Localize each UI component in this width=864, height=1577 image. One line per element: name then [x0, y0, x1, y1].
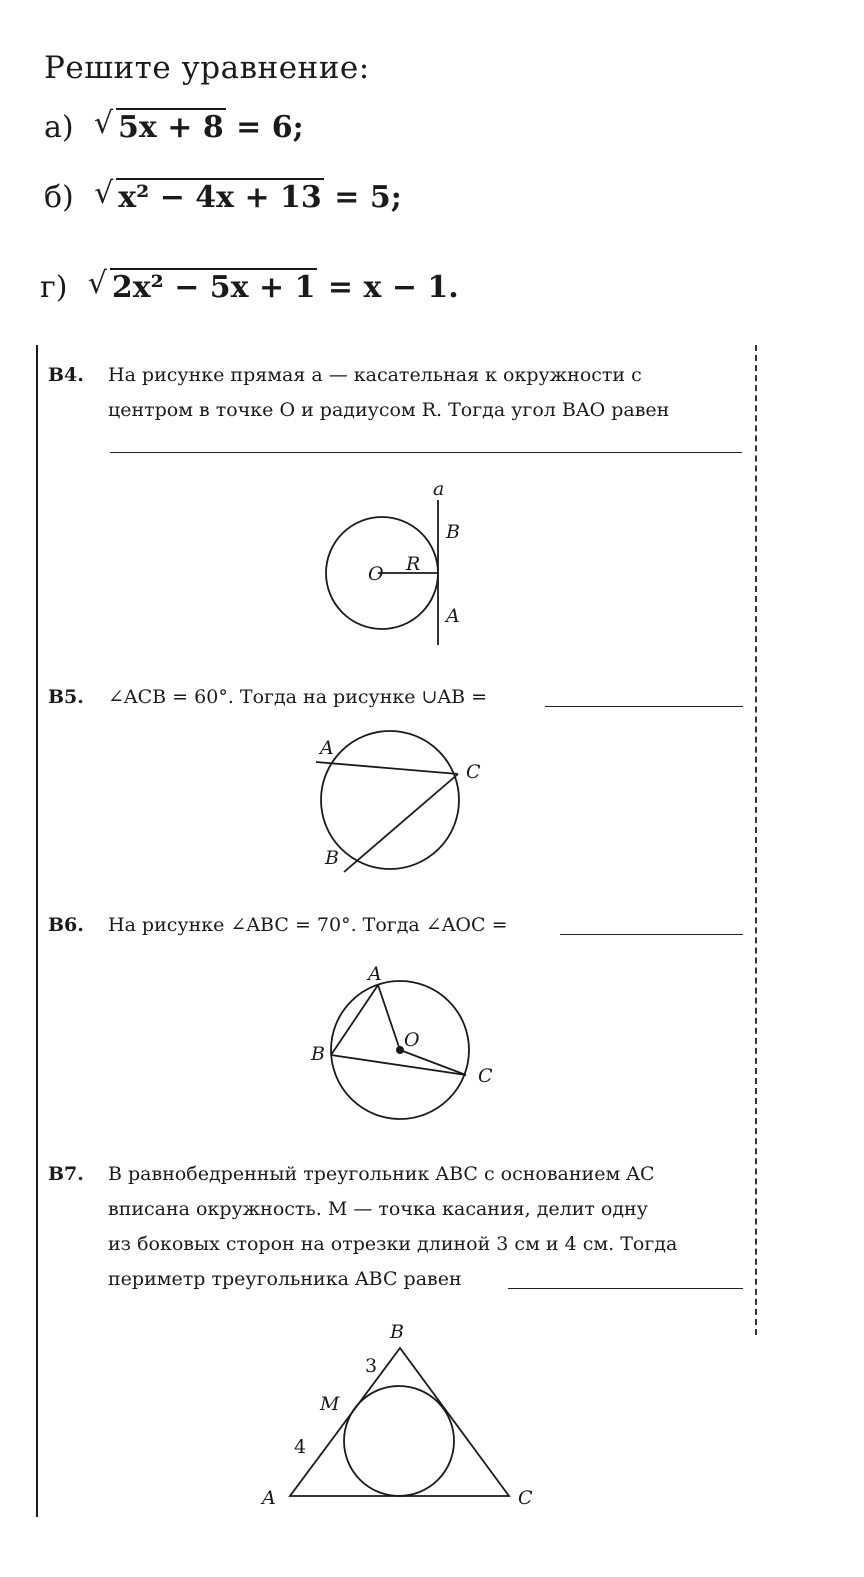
right-cut-line [755, 345, 757, 1335]
question-b5-text: ∠ACB = 60°. Тогда на рисунке ∪AB = [108, 686, 488, 708]
center-point [396, 1046, 404, 1054]
label-M: M [320, 1393, 340, 1415]
equation-rhs: = 5; [334, 180, 402, 215]
label-C: C [518, 1487, 533, 1509]
equation-label: б) [44, 180, 74, 215]
label-B: B [325, 847, 339, 869]
equation-rhs: = x − 1. [327, 270, 459, 305]
segment-AO [378, 985, 400, 1050]
question-b7-line2: вписана окружность. M — точка касания, делит одну [108, 1198, 648, 1220]
label-R: R [406, 553, 421, 575]
sqrt-icon: √ [87, 266, 107, 301]
label-3: 3 [365, 1355, 378, 1377]
figure-b5 [300, 720, 500, 880]
equation-label: г) [40, 270, 68, 305]
label-A: A [262, 1487, 276, 1509]
figure-b7 [250, 1310, 550, 1510]
label-A: A [320, 737, 334, 759]
label-4: 4 [294, 1436, 307, 1458]
question-b6-number: B6. [48, 914, 84, 936]
question-b4-line1: На рисунке прямая a — касательная к окружности с [108, 364, 642, 386]
label-O: O [404, 1029, 420, 1051]
question-b7-line3: из боковых сторон на отрезки длиной 3 см и 4 см. Тогда [108, 1233, 678, 1255]
answer-line-b7 [508, 1288, 743, 1289]
label-A: A [368, 963, 382, 985]
label-C: C [478, 1065, 493, 1087]
segment-BC [331, 1055, 466, 1075]
circle [321, 731, 459, 869]
sqrt-expression [94, 176, 324, 215]
segment-OC [400, 1050, 466, 1075]
equation-b [44, 176, 402, 215]
question-b7-number: B7. [48, 1163, 84, 1185]
radicand: 5x + 8 [118, 110, 224, 145]
radicand: x² − 4x + 13 [118, 180, 322, 215]
sqrt-expression [87, 266, 318, 305]
figure-b4 [300, 470, 500, 650]
chord-CB [344, 774, 458, 872]
equation-a [44, 106, 304, 145]
label-a: a [433, 478, 445, 500]
radicand: 2x² − 5x + 1 [111, 270, 316, 305]
label-B: B [311, 1043, 325, 1065]
page-title: Решите уравнение: [44, 50, 370, 86]
equation-rhs: = 6; [236, 110, 304, 145]
label-O: O [368, 563, 384, 585]
label-C: C [466, 761, 481, 783]
equation-label: а) [44, 110, 74, 145]
question-b4-line2: центром в точке O и радиусом R. Тогда угол BAO равен [108, 399, 670, 421]
equation-g [40, 266, 459, 305]
triangle-ABC [290, 1348, 509, 1496]
chord-AC [316, 762, 458, 774]
answer-line-b4 [110, 452, 742, 453]
sqrt-icon: √ [94, 106, 114, 141]
left-margin-line [36, 345, 38, 1517]
sqrt-expression [94, 106, 226, 145]
figure-b6 [300, 960, 500, 1130]
question-b7-line4: периметр треугольника ABC равен [108, 1268, 462, 1290]
inscribed-circle [344, 1386, 454, 1496]
question-b5-number: B5. [48, 686, 84, 708]
label-A: A [446, 605, 460, 627]
answer-line-b6 [560, 934, 743, 935]
answer-line-b5 [545, 706, 743, 707]
question-b6-text: На рисунке ∠ABC = 70°. Тогда ∠AOC = [108, 914, 508, 936]
label-B: B [390, 1321, 404, 1343]
sqrt-icon: √ [94, 176, 114, 211]
question-b4-number: B4. [48, 364, 84, 386]
label-B: B [446, 521, 460, 543]
question-b7-line1: В равнобедренный треугольник ABC с основанием AC [108, 1163, 655, 1185]
